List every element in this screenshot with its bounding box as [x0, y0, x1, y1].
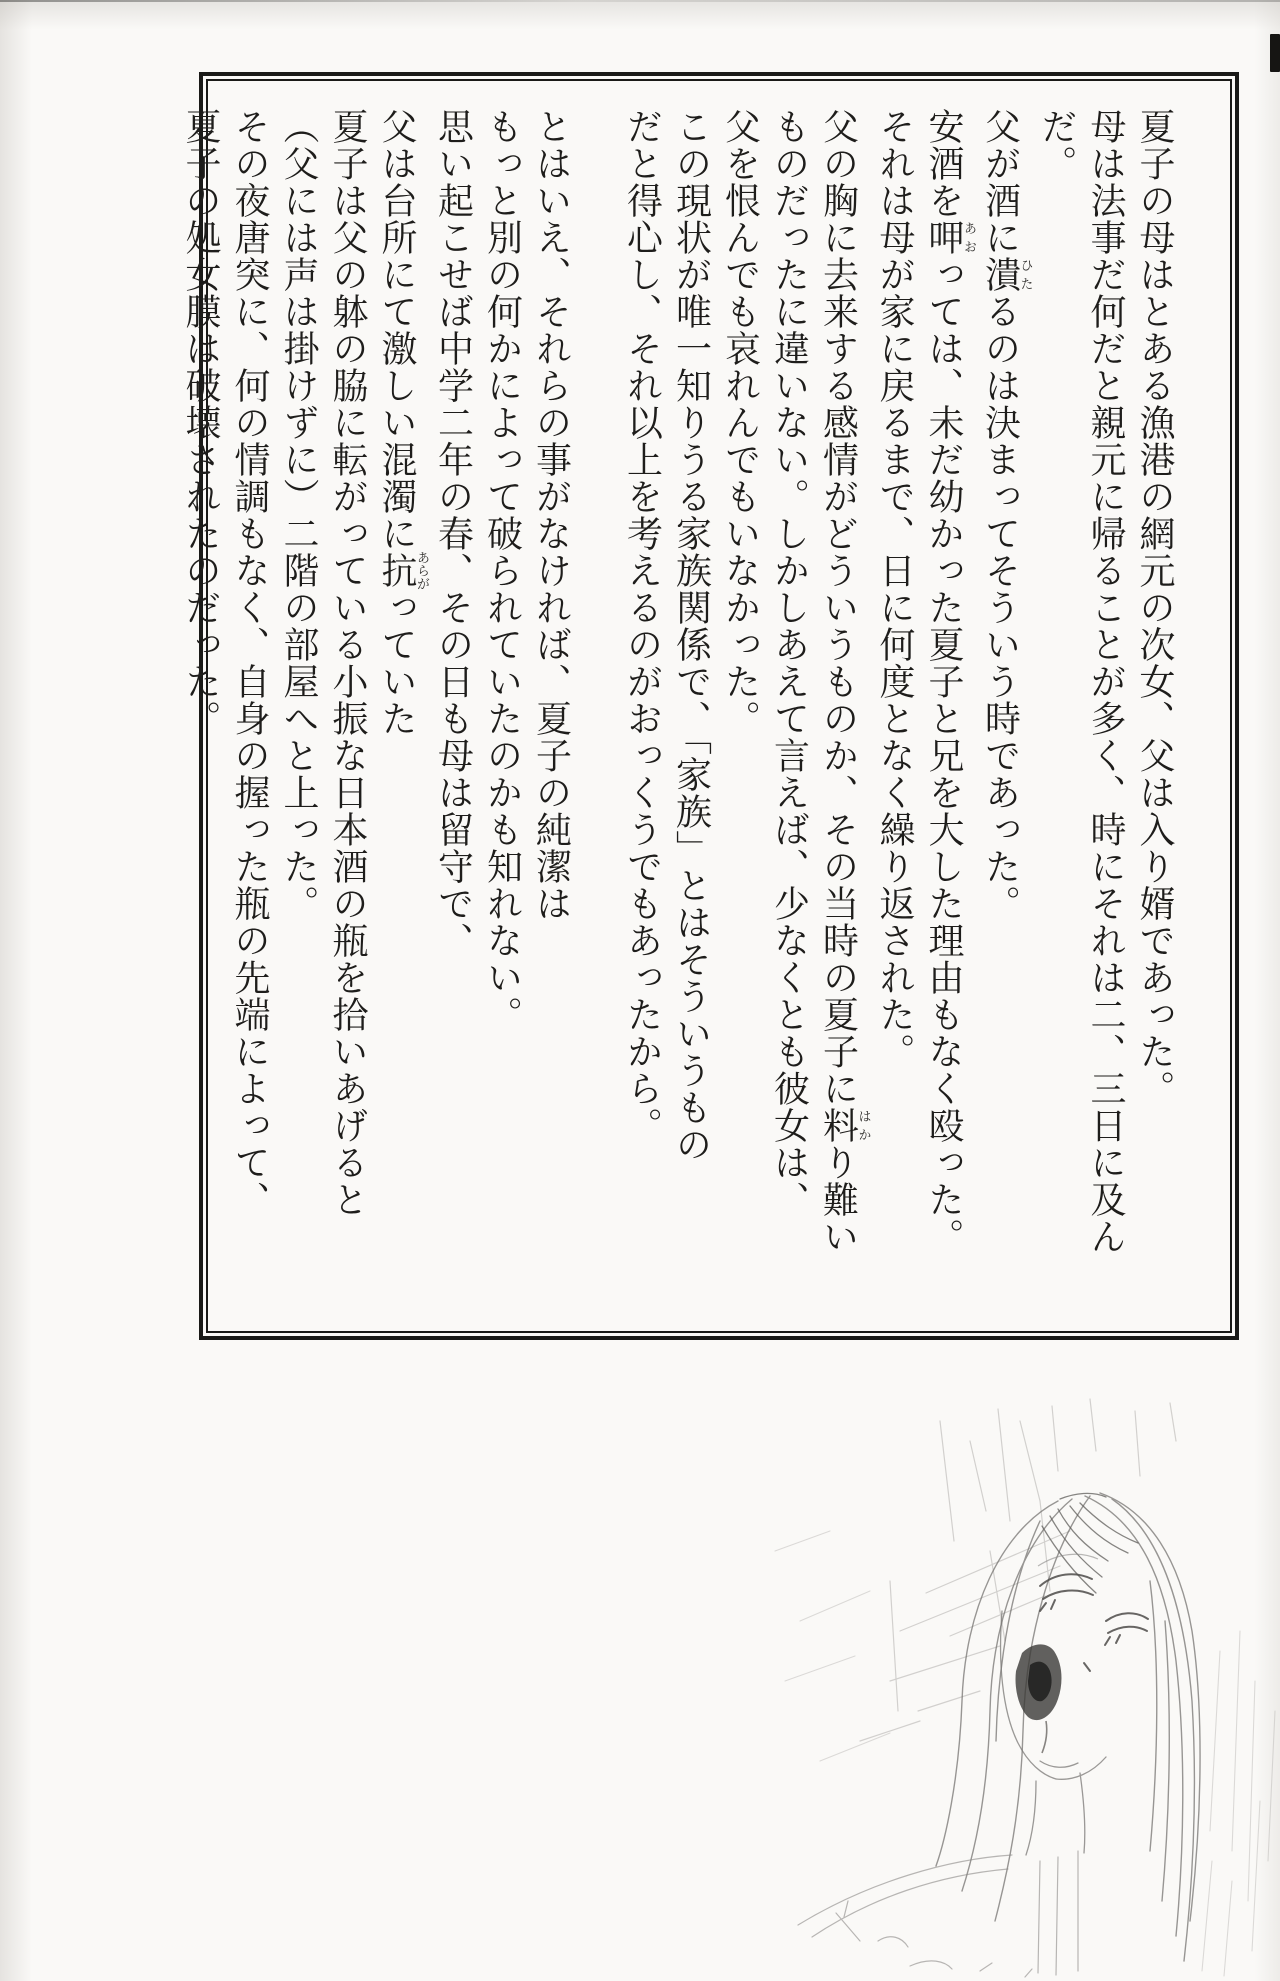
furigana-ruby: 抗あらが [376, 551, 429, 590]
text-column: 夏子は父の躰の脇に転がっている小振な日本酒の瓶を拾いあげると [327, 108, 368, 1218]
text-column: 思い起こせば中学二年の春、その日も母は留守で、 [432, 108, 474, 959]
text-column: 父は台所にて激しい混濁に抗あらがっていた [376, 108, 429, 737]
text-column: とはいえ、それらの事がなければ、夏子の純潔は [530, 108, 572, 922]
furigana-ruby: 潰ひた [979, 256, 1033, 293]
text-column: 父を恨んでも哀れんでもいなかった。 [719, 108, 761, 737]
text-column: ものだったに違いない。しかしあえて言えば、少なくとも彼女は、 [768, 108, 810, 1218]
scan-corner-artifact [1270, 34, 1280, 72]
text-column: 安酒を呷あおっては、未だ幼かった夏子と兄を大した理由もなく殴った。 [923, 108, 976, 1255]
text-column: この現状が唯一知りうる家族関係で、「家族」とはそういうもの [670, 108, 712, 1163]
paragraph-2 [176, 108, 576, 1324]
text-column: 夏子の母はとある漁港の網元の次女、父は入り婿であった。 [1134, 108, 1175, 1107]
text-column: 父が酒に潰ひたるのは決まってそういう時であった。 [979, 108, 1033, 922]
story-text [180, 108, 1179, 1324]
text-column: もっと別の何かによって破られていたのかも知れない。 [481, 108, 523, 1033]
text-column: 母は法事だ何だと親元に帰ることが多く、時にそれは二、三日に及んだ。 [1036, 108, 1126, 1255]
furigana-ruby: 料はか [817, 1107, 871, 1144]
text-column: （父には声は掛けずに）二階の部屋へと上った。 [278, 108, 319, 922]
text-column: 夏子の処女膜は破壊されたのだった。 [180, 108, 221, 737]
text-column: その夜唐突に、何の情調もなく、自身の握った瓶の先端によって、 [229, 108, 270, 1218]
pencil-sketch-illustration [740, 1381, 1280, 1981]
text-column: だと得心し、それ以上を考えるのがおっくうでもあったから。 [621, 108, 663, 1144]
paragraph-1 [618, 108, 1180, 1324]
scan-edge-artifact [0, 0, 1280, 2]
text-column: それは母が家に戻るまで、日に何度となく繰り返された。 [874, 108, 915, 1070]
furigana-ruby: 呷あお [923, 219, 976, 256]
text-column: 父の胸に去来する感情がどういうものか、その当時の夏子に料はかり難い [817, 108, 871, 1255]
